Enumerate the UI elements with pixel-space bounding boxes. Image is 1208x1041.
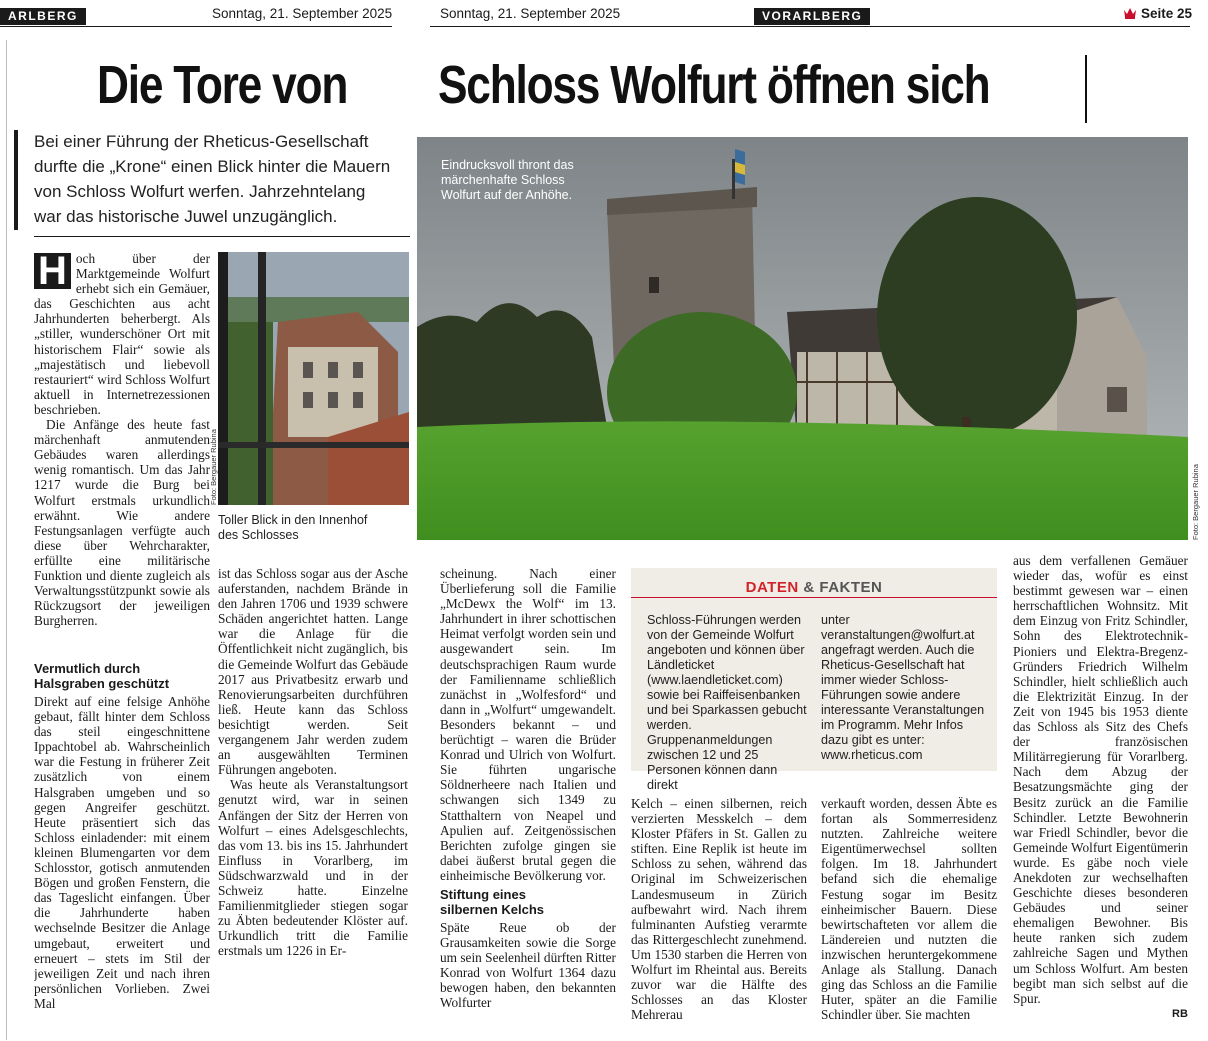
- facts-box: [631, 568, 997, 792]
- main-photo-caption: [441, 158, 641, 203]
- main-caption-line: Wolfurt auf der Anhöhe.: [441, 188, 573, 202]
- paragraph: Die Anfänge des heute fast märchenhaft anmutenden Gebäudes waren allerdings wenig romantisch. Um das Jahr 1217 wurde die Burg bei Wolfurt erstmals urkundlich erwähnt. Wie andere Festungsanlagen verfügte auch diese über Wehrcharakter, erfüllte eine militärische Funktion und diente zugleich als Verwaltungsstützpunkt sowie als Rückzugsort der jeweiligen Burgherren.: [34, 417, 210, 629]
- subhead-2: [440, 887, 616, 917]
- paragraph: Direkt auf eine felsige Anhöhe gebaut, fällt hinter dem Schloss das steil eingeschnittene Ippachtobel ab. Wahrscheinlich war die Festung in früherer Zeit zusätzlich von einem Halsgraben umgeben und so gegen Angreifer geschützt. Heute präsentiert sich das Schloss einladender: mit einem kleinen Blumengarten vor dem Schlosstor, gotisch anmutenden Bögen und großen Fenstern, die das Tageslicht einfangen. Über die Jahrhunderte haben wechselnde Besitzer die Anlage umgebaut, erweitert und erneuert – stets im Stil der jeweiligen Zeit und nach ihren persönlichen Vorlieben. Zwei Mal: [34, 694, 210, 1011]
- crown-icon: [1123, 6, 1137, 24]
- article-column-4: [631, 796, 807, 1026]
- subhead-line: Stiftung eines: [440, 886, 526, 902]
- lead-line: Bei einer Führung der Rheticus-Gesellschaft: [34, 132, 369, 151]
- subhead-line: Vermutlich durch: [34, 661, 141, 676]
- paragraph: aus dem verfallenen Gemäuer wieder das, wofür es einst bestimmt gewesen war – einen herrschaftlichen Wohnsitz. Mit dem Einzug von Fritz Schindler, Sohn des Elektrotechnik-Pioniers und Elektra-Bregenz-Gründers Friedrich Wilhelm Schindler, hielt schließlich auch die Elektrizität Einzug. In der Zeit von 1945 bis 1953 diente das Schloss als Sitz des Chefs der französischen Militärregierung für Vorarlberg. Nach dem Abzug der Besatzungsmächte ging der Besitz zurück an die Familie Schindler. Letzte Bewohnerin war Friedl Schindler, bevor die Gemeinde Wolfurt Eigentümerin wurde. Es gäbe noch viele Anekdoten zur wechselhaften Geschichte dieses besonderen Gebäudes und seiner ehemaligen Bewohner. Bis heute ranken sich zudem zahlreiche Sagen und Mythen um Schloss Wolfurt. Am besten begibt man sich selbst auf die Spur.: [1013, 553, 1188, 1006]
- small-photo-credit: Foto: Bergauer Rubina: [209, 429, 218, 505]
- facts-title-a: DATEN: [745, 579, 799, 596]
- headline-right: Schloss Wolfurt öffnen sich: [438, 55, 990, 115]
- article-column-6: [1013, 553, 1188, 1007]
- article-column-2: [218, 566, 408, 1026]
- date-left: Sonntag, 21. September 2025: [212, 6, 393, 21]
- lead-bar: [14, 130, 18, 230]
- subhead-line: silbernen Kelchs: [440, 901, 545, 917]
- article-column-1b: [34, 657, 210, 1025]
- section-tag-right: VORARLBERG: [754, 8, 870, 25]
- paragraph: Späte Reue ob der Grausamkeiten sowie die Sorge um sein Seelenheil dürften Ritter Konrad von Wolfurt 1364 dazu bewogen haben, den bekannten Wolfurter: [440, 919, 616, 1011]
- main-photo-credit: Foto: Bergauer Rubina: [1191, 464, 1200, 540]
- paragraph: scheinung. Nach einer Überlieferung soll die Familie „McDewx the Wolf“ im 13. Jahrhundert in ihrer schottischen Heimat verfolgt worden sein und ausgewandert sein. Im deutschsprachigen Raum wurde der Familienname schließlich zunächst in „Wolfesford“ und dann in „Wolfurt“ umgewandelt. Besonders bekannt – und berüchtigt – waren die Brüder Konrad und Ulrich von Wolfurt. Sie führten ungarische Söldnerheere nach Italien und schwangen sich 1349 zu Statthaltern von Neapel und Apulien auf. Zeitgenössischen Berichten zufolge gingen sie dabei äußerst brutal gegen die einheimische Bevölkerung vor.: [440, 566, 616, 883]
- headline-left: Die Tore von: [97, 55, 348, 115]
- lead-line: durfte die „Krone“ einen Blick hinter die Mauern: [34, 157, 391, 176]
- header-rule-right: [430, 26, 1190, 27]
- dropcap: H: [34, 253, 71, 289]
- paragraph: ist das Schloss sogar aus der Asche auferstanden, nachdem Brände in den Jahren 1706 und 1939 schwere Schäden angerichtet hatten. Lange war die Anlage für die Öffentlichkeit nicht zugänglich, bis die Gemeinde Wolfurt das Gebäude 2017 aus Privatbesitz erwarb und Renovierungsarbeiten durchführen ließ. Heute kann das Schloss besichtigt werden. Seit vergangenem Jahr werden zudem an ausgewählten Terminen Führungen angeboten.: [218, 566, 408, 778]
- facts-right: unter veranstaltungen@wolfurt.at angefragt werden. Auch die Rheticus-Gesellschaft hat immer wieder Schloss-Führungen sowie andere interessante Veranstaltungen im Programm. Mehr Infos dazu gibt es unter: www.rheticus.com: [821, 613, 985, 762]
- main-caption-line: märchenhafte Schloss: [441, 173, 565, 187]
- facts-title-rule: [631, 597, 997, 598]
- facts-title-amp: &: [803, 579, 815, 596]
- header-rule-left: [0, 26, 392, 27]
- paragraph: Was heute als Veranstaltungsort genutzt wird, war in seinen Anfängen der Sitz der Herren von Wolfurt – eines Adelsgeschlechts, das vom 13. bis ins 15. Jahrhundert Einfluss in Vorarlberg, im Südschwarzwald und in der Schweiz hatte. Einzelne Familienmitglieder stiegen sogar zu Äbten bedeutender Klöster auf. Urkundlich tritt die Familie erstmals um 1226 in Er-: [218, 777, 408, 959]
- courtyard-photo: [218, 252, 409, 505]
- article-column-1a: [34, 251, 210, 651]
- paragraph: Kelch – einen silbernen, reich verzierten Messkelch – dem Kloster Pfäfers in St. Gallen zu stiften. Eine Replik ist heute im Schloss zu sehen, während das Original im Schweizerischen Landesmuseum in Zürich aufbewahrt wird. Nach ihrem fulminanten Aufstieg verarmte das Rittergeschlecht zunehmend. Um 1530 starben die Herren von Wolfurt im Rheintal aus. Bereits zuvor war die Hälfte des Schlosses an das Kloster Mehrerau: [631, 796, 807, 1023]
- small-caption-line: Toller Blick in den Innenhof: [218, 513, 368, 527]
- facts-left: Schloss-Führungen werden von der Gemeinde Wolfurt angeboten und können über Ländleticket (www.laendleticket.com) sowie bei Raiffeisenbanken und bei Sparkassen gebucht werden. Gruppenanmeldungen zwischen 12 und 25 Personen können dann direkt: [647, 613, 807, 792]
- paragraph: och über der Marktgemeinde Wolfurt erhebt sich ein Gemäuer, das Geschichten aus acht Jahrhunderten beherbergt. Als „stiller, wunderschöner Ort mit historischem Flair“ sowie als „majestätisch und liebevoll restauriert“ wird Schloss Wolfurt aktuell in Internetrezessionen beschrieben.: [34, 251, 210, 417]
- section-tag-left: ARLBERG: [0, 8, 86, 25]
- paragraph: verkauft worden, dessen Äbte es fortan als Sommerresidenz nutzten. Zahlreiche weitere Eigentümerwechsel sollten folgen. Im 18. Jahrhundert befand sich die ehemalige Festung sogar im Besitz einheimischer Bauern. Diese bewirtschafteten vor allem die Ländereien und nutzten die inzwischen heruntergekommene Anlage als Stallung. Danach ging das Schloss an die Familie Huter, später an die Familie Schindler über. Sie machten: [821, 796, 997, 1023]
- lead-line: von Schloss Wolfurt werfen. Jahrzehntelang: [34, 182, 366, 201]
- lead-rule: [34, 236, 410, 237]
- small-caption-line: des Schlosses: [218, 528, 299, 542]
- article-column-5: [821, 796, 997, 1026]
- facts-title-b: FAKTEN: [819, 579, 883, 596]
- lead-line: war das historische Juwel unzugänglich.: [34, 207, 338, 226]
- date-right: Sonntag, 21. September 2025: [440, 6, 621, 21]
- lead-text: [34, 129, 414, 229]
- headline-cursor-bar: [1085, 55, 1087, 123]
- main-caption-line: Eindrucksvoll thront das: [441, 158, 574, 172]
- author-signature: RB: [1172, 1008, 1188, 1020]
- page-number: Seite 25: [1141, 6, 1193, 21]
- facts-title: [631, 579, 997, 596]
- small-photo-caption: [218, 513, 418, 543]
- subhead-line: Halsgraben geschützt: [34, 676, 170, 691]
- subhead-1: [34, 661, 210, 691]
- page-gutter-line: [6, 40, 7, 1040]
- article-column-3: [440, 566, 616, 1026]
